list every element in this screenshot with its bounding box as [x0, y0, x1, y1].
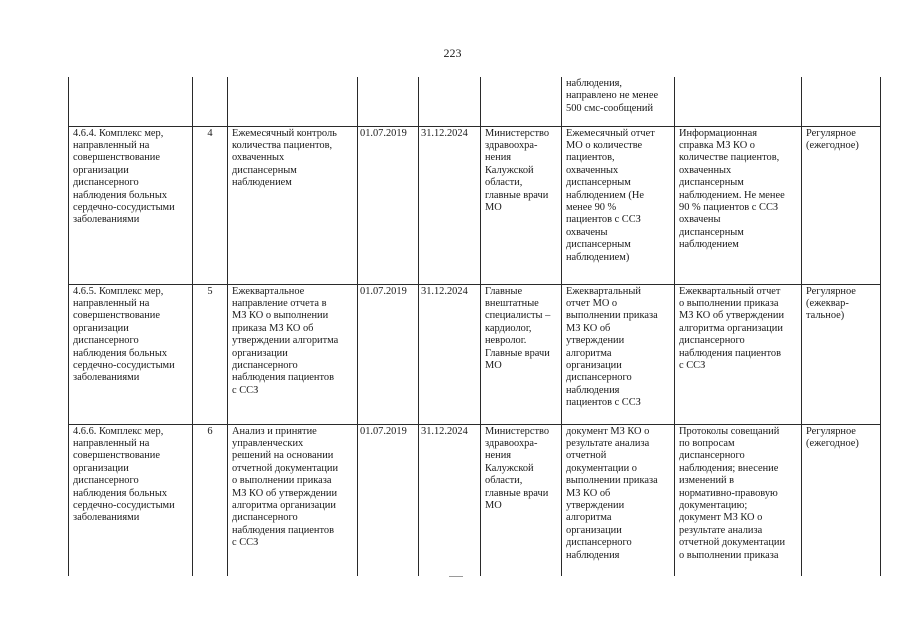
- result-cell: Ежеквартальный отчет о выполнении приказа МЗ КО об утверждении алгоритма организации диспансерного наблюдения пациентов с ССЗ: [675, 284, 802, 424]
- table-row: [69, 424, 881, 576]
- frequency-cell: Регулярное (ежегодное): [802, 424, 881, 576]
- row-id-cell: [69, 77, 193, 126]
- indicator-cell: Ежемесячный отчет МО о количестве пациентов, охваченных диспансерным наблюдением (Не менее 90 % пациентов с ССЗ охвачены диспансерным наблюдением): [562, 126, 675, 284]
- page-number: 223: [443, 46, 462, 60]
- frequency-cell: [802, 77, 881, 126]
- executor-cell: Министерство здравоохра- нения Калужской области, главные врачи МО: [481, 424, 562, 576]
- event-cell: Анализ и принятие управленческих решений на основании отчетной документации о выполнении приказа МЗ КО об утверждении алгоритма организации диспансерного наблюдения пациентов с ССЗ: [228, 424, 358, 576]
- result-cell: Протоколы совещаний по вопросам диспансерного наблюдения; внесение изменений в нормативно-правовую документацию; документ МЗ КО о результате анализа отчетной документации о выполнении приказа: [675, 424, 802, 576]
- indicator-cell: наблюдения, направлено не менее 500 смс-сообщений: [562, 77, 675, 126]
- indicator-cell: документ МЗ КО о результате анализа отчетной документации о выполнении приказа МЗ КО об утверждении алгоритма организации диспансерного наблюдения: [562, 424, 675, 576]
- start-date-cell: 01.07.2019: [358, 284, 419, 424]
- row-id-cell: 4.6.6. Комплекс мер, направленный на совершенствование организации диспансерного наблюдения больных сердечно-сосудистыми заболеваниями: [69, 424, 193, 576]
- end-date-cell: 31.12.2024: [419, 284, 481, 424]
- row-number-cell: 4: [193, 126, 228, 284]
- end-date-cell: 31.12.2024: [419, 126, 481, 284]
- end-date-cell: [419, 77, 481, 126]
- row-id-cell: 4.6.5. Комплекс мер, направленный на совершенствование организации диспансерного наблюдения больных сердечно-сосудистыми заболеваниями: [69, 284, 193, 424]
- start-date-cell: [358, 77, 419, 126]
- start-date-cell: 01.07.2019: [358, 424, 419, 576]
- row-id-cell: 4.6.4. Комплекс мер, направленный на совершенствование организации диспансерного наблюдения больных сердечно-сосудистыми заболеваниями: [69, 126, 193, 284]
- event-cell: [228, 77, 358, 126]
- result-cell: [675, 77, 802, 126]
- frequency-cell: Регулярное (ежеквар- тальное): [802, 284, 881, 424]
- table-row: [69, 77, 881, 126]
- event-cell: Ежеквартальное направление отчета в МЗ КО о выполнении приказа МЗ КО об утверждении алгоритма организации диспансерного наблюдения пациентов с ССЗ: [228, 284, 358, 424]
- executor-cell: Министерство здравоохра- нения Калужской области, главные врачи МО: [481, 126, 562, 284]
- action-plan-table: [68, 77, 881, 576]
- indicator-cell: Ежеквартальный отчет МО о выполнении приказа МЗ КО об утверждении алгоритма организации диспансерного наблюдения пациентов с ССЗ: [562, 284, 675, 424]
- frequency-cell: Регулярное (ежегодное): [802, 126, 881, 284]
- executor-cell: Главные внештатные специалисты – кардиолог, невролог. Главные врачи МО: [481, 284, 562, 424]
- scan-artifact-mark: [449, 576, 463, 577]
- end-date-cell: 31.12.2024: [419, 424, 481, 576]
- row-number-cell: 5: [193, 284, 228, 424]
- start-date-cell: 01.07.2019: [358, 126, 419, 284]
- row-number-cell: 6: [193, 424, 228, 576]
- row-number-cell: [193, 77, 228, 126]
- event-cell: Ежемесячный контроль количества пациентов, охваченных диспансерным наблюдением: [228, 126, 358, 284]
- table-row: [69, 126, 881, 284]
- executor-cell: [481, 77, 562, 126]
- result-cell: Информационная справка МЗ КО о количестве пациентов, охваченных диспансерным наблюдением. Не менее 90 % пациентов с ССЗ охвачены диспансерным наблюдением: [675, 126, 802, 284]
- table-row: [69, 284, 881, 424]
